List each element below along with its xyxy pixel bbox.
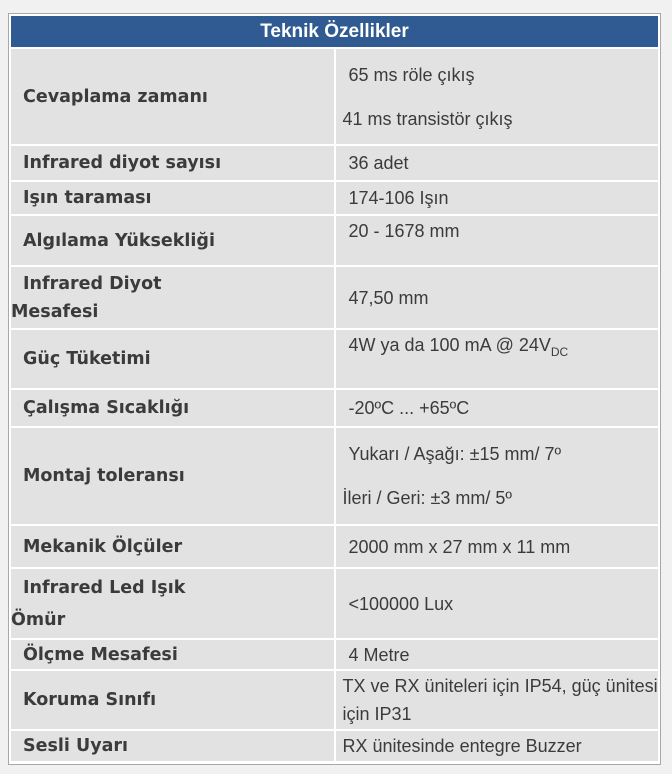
table-row [10, 266, 659, 329]
spec-label: Koruma Sınıfı [10, 670, 335, 730]
table-row [10, 215, 659, 266]
table-row [10, 568, 659, 639]
spec-label-line: Mesafesi [11, 301, 99, 322]
spec-value-line: 2000 mm x 27 mm x 11 mm [348, 536, 571, 557]
spec-value [335, 525, 660, 568]
spec-label: Cevaplama zamanı [10, 48, 335, 145]
spec-value-line: <100000 Lux [348, 593, 454, 614]
table-row [10, 389, 659, 427]
spec-label [10, 266, 335, 329]
spec-label: Mekanik Ölçüler [10, 525, 335, 568]
spec-label [10, 568, 335, 639]
spec-table [9, 14, 660, 763]
spec-value-line: Yukarı / Aşağı: ±15 mm/ 7º [348, 444, 562, 464]
spec-value [335, 145, 660, 181]
spec-value-subscript: DC [550, 345, 569, 359]
table-row [10, 427, 659, 525]
spec-value-line: RX ünitesinde entegre Buzzer [342, 736, 582, 756]
spec-value-line: 4 Metre [348, 644, 410, 665]
spec-label: Ölçme Mesafesi [10, 639, 335, 670]
spec-value [335, 389, 660, 427]
spec-label: Algılama Yüksekliği [10, 215, 335, 266]
spec-label: Sesli Uyarı [10, 730, 335, 762]
spec-value-line: 65 ms röle çıkış [348, 64, 475, 85]
spec-label: Işın taraması [10, 181, 335, 215]
table-row [10, 639, 659, 670]
spec-value-line: 20 - 1678 mm [348, 221, 460, 241]
spec-label: Güç Tüketimi [10, 329, 335, 389]
spec-label-line: Ömür [11, 609, 66, 630]
spec-value-line: 36 adet [348, 153, 409, 173]
spec-value-line [343, 332, 659, 365]
spec-value-line: -20ºC ... +65ºC [348, 398, 470, 418]
spec-value-line: 41 ms transistör çıkış [342, 108, 513, 129]
spec-value-line: 174-106 Işın [348, 188, 449, 208]
spec-label-line: Infrared Diyot [23, 273, 162, 294]
spec-value-line: TX ve RX üniteleri için IP54, güç ünitesi için IP31 [342, 676, 658, 724]
spec-value-line: İleri / Geri: ±3 mm/ 5º [342, 488, 512, 508]
spec-value-main: 4W ya da 100 mA @ 24V [348, 335, 551, 355]
table-row [10, 145, 659, 181]
table-row [10, 181, 659, 215]
table-row [10, 670, 659, 730]
spec-value [335, 48, 660, 145]
spec-value [335, 329, 660, 389]
table-row [10, 329, 659, 389]
table-row [10, 730, 659, 762]
spec-label-line: Infrared Led Işık [23, 577, 186, 598]
spec-value [335, 639, 660, 670]
spec-value [335, 181, 660, 215]
spec-value [335, 670, 660, 730]
spec-value [335, 266, 660, 329]
spec-value [335, 568, 660, 639]
table-header-row [10, 15, 659, 48]
spec-label: Çalışma Sıcaklığı [10, 389, 335, 427]
spec-value-line: 47,50 mm [348, 287, 429, 308]
spec-value [335, 215, 660, 266]
spec-table-frame [8, 13, 661, 765]
spec-label: Infrared diyot sayısı [10, 145, 335, 181]
table-title: Teknik Özellikler [10, 15, 659, 48]
spec-label: Montaj toleransı [10, 427, 335, 525]
table-row [10, 48, 659, 145]
table-row [10, 525, 659, 568]
spec-value [335, 730, 660, 762]
spec-value [335, 427, 660, 525]
